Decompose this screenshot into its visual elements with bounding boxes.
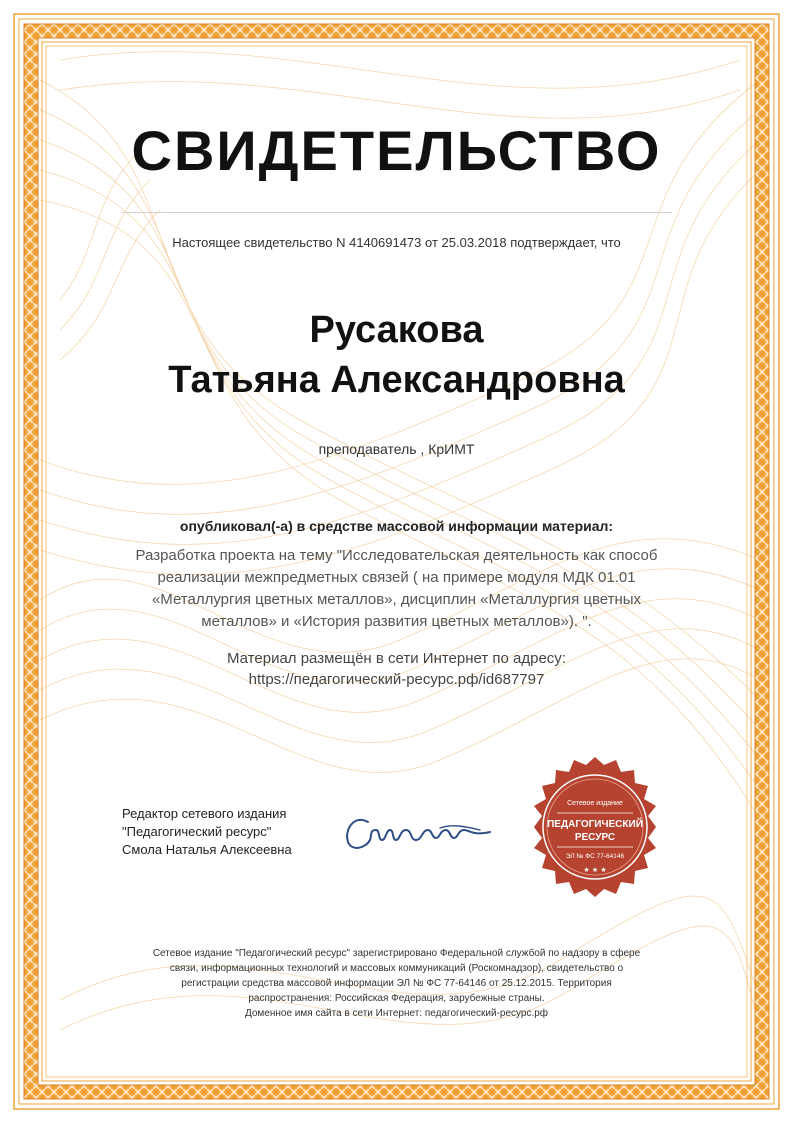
- seal-stars: ★ ★ ★: [583, 866, 607, 874]
- seal-badge-icon: [525, 755, 665, 905]
- editor-line-3: Смола Наталья Алексеевна: [122, 842, 292, 857]
- footer-line-1: Сетевое издание "Педагогический ресурс" зарегистрировано Федеральной службой по надзору в сфере: [152, 948, 641, 959]
- recipient-given-names: Татьяна Александровна: [168, 359, 625, 401]
- placement-line: Материал размещён в сети Интернет по адресу:: [227, 650, 566, 667]
- material-url[interactable]: https://педагогический-ресурс.рф/id687797: [248, 671, 545, 688]
- editor-line-2: "Педагогический ресурс": [122, 824, 272, 839]
- recipient-surname: Русакова: [309, 309, 484, 351]
- seal-name-line-1: ПЕДАГОГИЧЕСКИЙ: [547, 819, 643, 830]
- editor-line-1: Редактор сетевого издания: [122, 806, 287, 821]
- footer-line-5: Доменное имя сайта в сети Интернет: педагогический-ресурс.рф: [244, 1008, 549, 1019]
- footer-line-2: связи, информационных технологий и массовых коммуникаций (Роскомнадзор), свидетельство о: [169, 963, 624, 974]
- seal-top-text: Сетевое издание: [567, 800, 623, 807]
- certificate-intro: Настоящее свидетельство N 4140691473 от 25.03.2018 подтверждает, что: [172, 235, 621, 250]
- publisher-seal: [525, 755, 665, 905]
- certificate-title: СВИДЕТЕЛЬСТВО: [131, 119, 662, 182]
- footer-legal-text: [110, 946, 683, 1021]
- recipient-name: [0, 305, 793, 405]
- seal-registration: ЭЛ № ФС 77-64146: [565, 853, 625, 860]
- editor-signature: [340, 800, 500, 860]
- recipient-position: преподаватель , КрИМТ: [318, 441, 475, 457]
- publication-heading: опубликовал(-а) в средстве массовой информации материал:: [179, 518, 614, 534]
- title-divider: [122, 212, 672, 213]
- material-title: Разработка проекта на тему "Исследовательская деятельность как способ реализации межпредметных связей ( на примере модуля МДК 01.01 «Металлургия цветных металлов», дисциплин «Металлургия цветных металлов» и «История развития цветных металлов»). ".: [135, 547, 658, 630]
- editor-block: [122, 805, 342, 859]
- footer-line-3: регистрации средства массовой информации ЭЛ № ФС 77-64146 от 25.12.2015. Территория: [181, 978, 612, 989]
- placement-info: [0, 648, 793, 690]
- footer-line-4: распространения: Российская Федерация, зарубежные страны.: [248, 993, 545, 1004]
- seal-name-line-2: РЕСУРС: [574, 832, 616, 843]
